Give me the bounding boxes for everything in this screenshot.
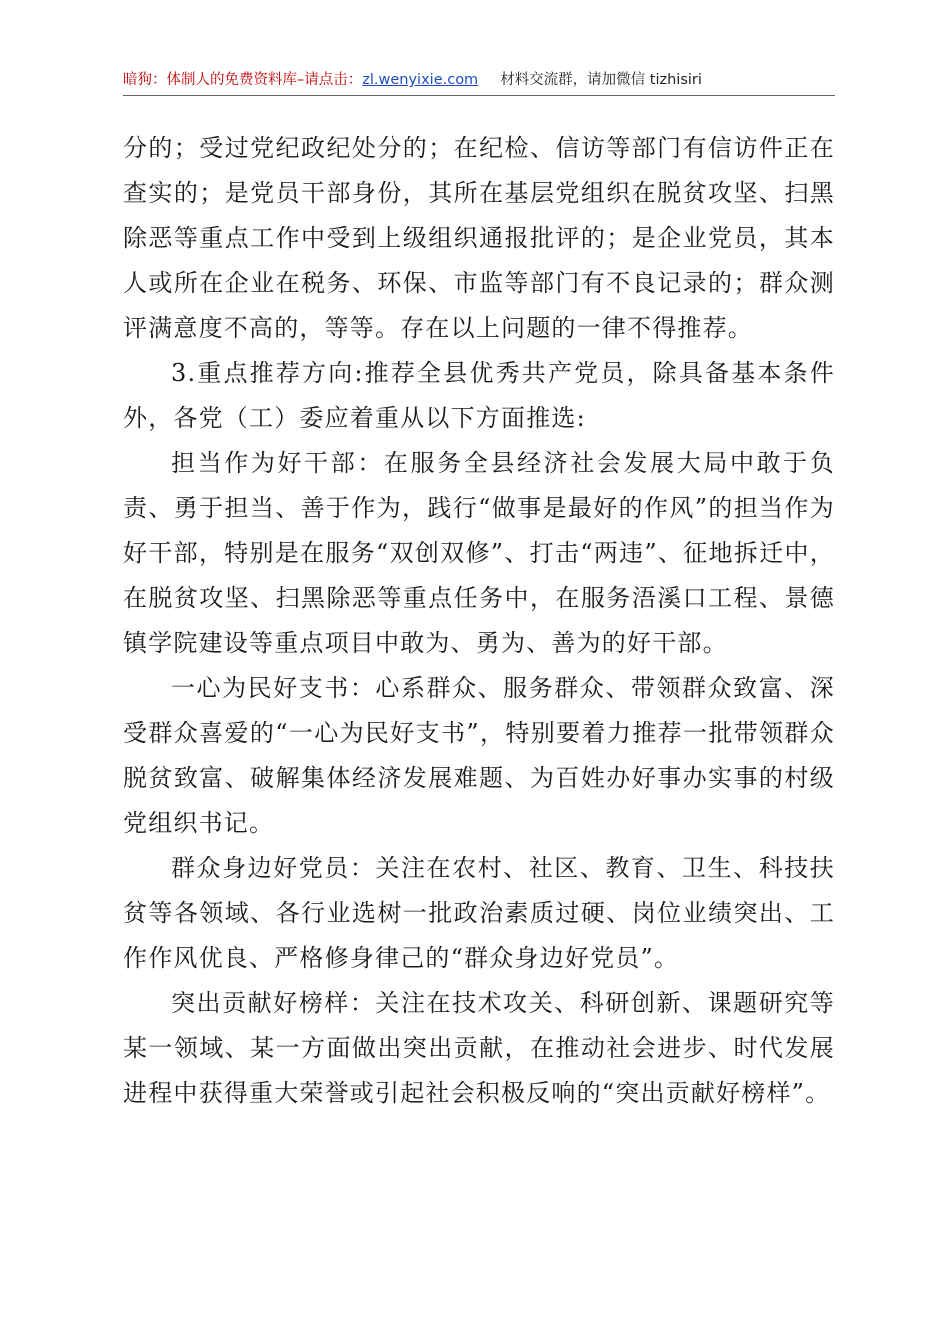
paragraph-continuation: 分的；受过党纪政纪处分的；在纪检、信访等部门有信访件正在查实的；是党员干部身份，其所在基层党组织在脱贫攻坚、扫黑除恶等重点工作中受到上级组织通报批评的；是企业党员，其本人或所在企业在税务、环保、市监等部门有不良记录的；群众测评满意度不高的，等等。存在以上问题的一律不得推荐。 bbox=[123, 134, 835, 342]
paragraph-good-role-model: 突出贡献好榜样：关注在技术攻关、科研创新、课题研究等某一领域、某一方面做出突出贡献，在推动社会进步、时代发展进程中获得重大荣誉或引起社会积极反响的“突出贡献好榜样”。 bbox=[123, 989, 835, 1107]
page-header bbox=[123, 66, 835, 94]
paragraph-good-member: 群众身边好党员：关注在农村、社区、教育、卫生、科技扶贫等各领域、各行业选树一批政治素质过硬、岗位业绩突出、工作作风优良、严格修身律己的“群众身边好党员”。 bbox=[123, 854, 835, 972]
paragraph-recommendation-direction: 3.重点推荐方向:推荐全县优秀共产党员，除具备基本条件外，各党（工）委应着重从以下方面推选: bbox=[123, 359, 835, 432]
header-wechat-note: 材料交流群，请加微信 tizhisiri bbox=[500, 72, 702, 88]
document-body bbox=[123, 126, 835, 1116]
header-url-link[interactable]: zl.wenyixie.com bbox=[362, 72, 479, 88]
header-brand: 暗狗：体制人的免费资料库 bbox=[123, 72, 297, 88]
paragraph-good-secretary: 一心为民好支书：心系群众、服务群众、带领群众致富、深受群众喜爱的“一心为民好支书”，特别要着力推荐一批带领群众脱贫致富、破解集体经济发展难题、为百姓办好事办实事的村级党组织书记。 bbox=[123, 674, 835, 837]
header-prompt: –请点击： bbox=[297, 72, 363, 88]
paragraph-good-cadre: 担当作为好干部：在服务全县经济社会发展大局中敢于负责、勇于担当、善于作为，践行“做事是最好的作风”的担当作为好干部，特别是在服务“双创双修”、打击“两违”、征地拆迁中，在脱贫攻坚、扫黑除恶等重点任务中，在服务浯溪口工程、景德镇学院建设等重点项目中敢为、勇为、善为的好干部。 bbox=[123, 449, 835, 657]
header-divider bbox=[123, 95, 835, 96]
